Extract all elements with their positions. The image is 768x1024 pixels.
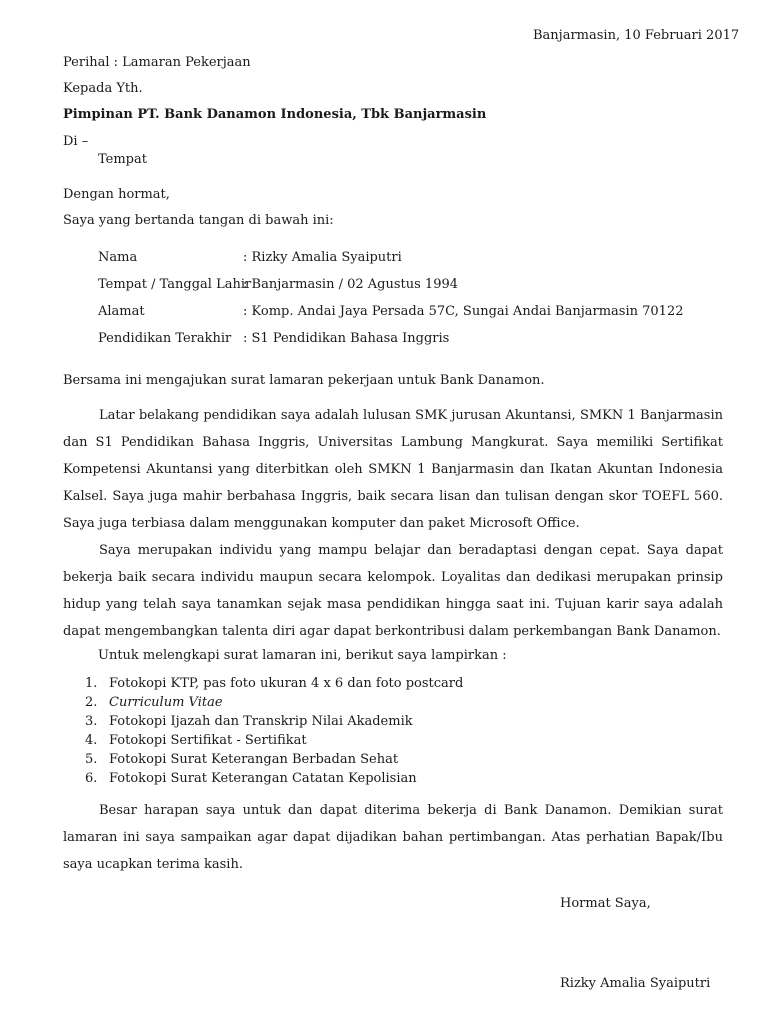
list-number: 4. [85, 733, 98, 748]
identity-row-education [98, 331, 449, 346]
list-number: 6. [85, 771, 98, 786]
list-item [63, 693, 463, 712]
identity-row-name [98, 250, 402, 265]
list-text: Curriculum Vitae [109, 695, 223, 710]
letter-purpose: Bersama ini mengajukan surat lamaran pekerjaan untuk Bank Danamon. [63, 373, 545, 388]
letter-di: Di – [63, 134, 89, 149]
list-number: 3. [85, 714, 98, 729]
paragraph-personality: Saya merupakan individu yang mampu belajar dan beradaptasi dengan cepat. Saya dapat bekerja baik secara individu maupun secara kelompok. Loyalitas dan dedikasi merupakan prinsip hidup yang telah saya tanamkan sejak masa pendidikan hingga saat ini. Tujuan karir saya adalah dapat mengembangkan talenta diri agar dapat berkontribusi dalam perkembangan Bank Danamon. [63, 543, 723, 639]
identity-row-address [98, 304, 684, 319]
list-item [63, 769, 463, 788]
list-number: 2. [85, 695, 98, 710]
list-text: Fotokopi KTP, pas foto ukuran 4 x 6 dan foto postcard [109, 676, 464, 691]
paragraph-education: Latar belakang pendidikan saya adalah lulusan SMK jurusan Akuntansi, SMKN 1 Banjarmasin dan S1 Pendidikan Bahasa Inggris, Universitas Lambung Mangkurat. Saya memiliki Sertifikat Kompetensi Akuntansi yang diterbitkan oleh SMKN 1 Banjarmasin dan Ikatan Akuntan Indonesia Kalsel. Saya juga mahir berbahasa Inggris, baik secara lisan dan tulisan dengan skor TOEFL 560. Saya juga terbiasa dalam menggunakan komputer dan paket Microsoft Office. [63, 408, 723, 531]
list-item [63, 712, 463, 731]
identity-value: : S1 Pendidikan Bahasa Inggris [243, 331, 450, 346]
identity-label: Pendidikan Terakhir [98, 331, 232, 346]
identity-row-birth [98, 277, 458, 292]
letter-place: Tempat [98, 152, 147, 167]
signature-name: Rizky Amalia Syaiputri [560, 976, 711, 991]
list-text: Fotokopi Surat Keterangan Berbadan Sehat [109, 752, 399, 767]
list-text: Fotokopi Ijazah dan Transkrip Nilai Akademik [109, 714, 413, 729]
list-text: Fotokopi Sertifikat - Sertifikat [109, 733, 307, 748]
list-text: Fotokopi Surat Keterangan Catatan Kepolisian [109, 771, 417, 786]
letter-recipient: Pimpinan PT. Bank Danamon Indonesia, Tbk Banjarmasin [63, 107, 487, 122]
identity-value: : Komp. Andai Jaya Persada 57C, Sungai Andai Banjarmasin 70122 [243, 304, 684, 319]
attachments-list [63, 674, 463, 788]
letter-to-label: Kepada Yth. [63, 81, 143, 96]
paragraph-closing: Besar harapan saya untuk dan dapat diterima bekerja di Bank Danamon. Demikian surat lamaran ini saya sampaikan agar dapat dijadikan bahan pertimbangan. Atas perhatian Bapak/Ibu saya ucapkan terima kasih. [63, 803, 723, 872]
list-number: 1. [85, 676, 98, 691]
identity-value: : Banjarmasin / 02 Agustus 1994 [243, 277, 459, 292]
list-number: 5. [85, 752, 98, 767]
list-item [63, 750, 463, 769]
letter-date: Banjarmasin, 10 Februari 2017 [533, 28, 740, 43]
identity-label: Nama [98, 250, 138, 265]
letter-regards: Hormat Saya, [560, 896, 651, 911]
letter-salutation: Dengan hormat, [63, 187, 170, 202]
identity-label: Alamat [98, 304, 145, 319]
attachments-intro: Untuk melengkapi surat lamaran ini, berikut saya lampirkan : [98, 648, 507, 663]
list-item [63, 731, 463, 750]
list-item [63, 674, 463, 693]
letter-intro: Saya yang bertanda tangan di bawah ini: [63, 213, 334, 228]
letter-subject: Perihal : Lamaran Pekerjaan [63, 55, 251, 70]
identity-value: : Rizky Amalia Syaiputri [243, 250, 402, 265]
identity-label: Tempat / Tanggal Lahir [98, 277, 252, 292]
